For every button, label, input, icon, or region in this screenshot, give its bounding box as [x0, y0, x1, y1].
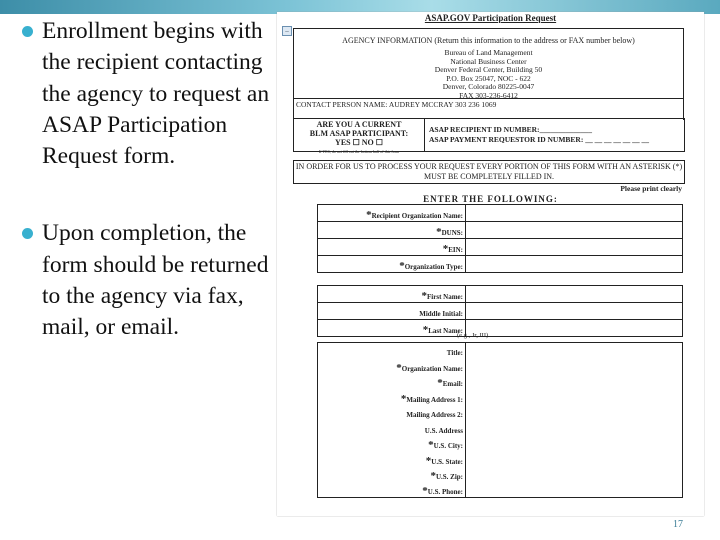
field-label-text: Middle Initial: [419, 310, 463, 318]
required-asterisk: * [437, 377, 443, 389]
contact-person: CONTACT PERSON NAME: AUDREY MCCRAY 303 236 1069 [293, 98, 684, 110]
instruction-box: IN ORDER FOR US TO PROCESS YOUR REQUEST EVERY PORTION OF THIS FORM WITH AN ASTERISK (*) MUST BE COMPLETELY FILLED IN. [293, 160, 685, 184]
address-line: FAX 303-236-6412 [459, 90, 518, 100]
required-asterisk: * [428, 439, 434, 451]
address-line: National Business Center [450, 56, 527, 66]
form-row [318, 482, 683, 498]
page-number: 17 [673, 519, 683, 530]
print-clearly-note: Please print clearly [620, 184, 682, 193]
required-asterisk: * [425, 454, 432, 467]
form-row [318, 389, 683, 405]
field-label-text: Mailing Address 2: [406, 411, 463, 419]
field-label [318, 436, 466, 452]
field-label [318, 256, 466, 273]
form-row [318, 436, 683, 452]
field-label [318, 343, 466, 359]
form-row [318, 405, 683, 421]
bullet-item [20, 218, 270, 343]
bullet-dot-icon [22, 26, 33, 37]
field-label-text: U.S. Phone: [427, 488, 463, 496]
field-label-text: Organization Name: [401, 364, 463, 373]
field-label-text: Email: [442, 380, 463, 388]
field-label-text: U.S. Address [424, 426, 463, 435]
required-asterisk: * [366, 209, 372, 221]
field-value-cell [466, 389, 683, 405]
field-label-text: EIN: [448, 246, 463, 254]
field-label-text: Organization Type: [404, 263, 463, 271]
field-value-cell [466, 482, 683, 498]
question-line: ARE YOU A CURRENT [316, 120, 402, 129]
bullet-list [20, 16, 270, 344]
field-value-cell [466, 256, 683, 273]
form-title: ASAP.GOV Participation Request [424, 13, 557, 23]
yes-no-checkboxes: YES ☐ NO ☐ [335, 138, 383, 147]
bullet-text: Enrollment begins with the recipient contacting the agency to request an ASAP Participation Request form. [42, 18, 270, 170]
collapse-icon: – [282, 26, 292, 36]
bullet-item [20, 16, 270, 172]
field-label [318, 222, 466, 239]
participant-question [294, 119, 425, 154]
form-row [318, 320, 683, 337]
contact-table [317, 342, 683, 498]
field-value-cell [466, 222, 683, 239]
form-row [318, 303, 683, 320]
field-label-text: Recipient Organization Name: [371, 212, 463, 220]
field-label-text: Mailing Address 1: [406, 395, 463, 404]
field-label [318, 467, 466, 483]
field-label-text: Title: [446, 349, 463, 357]
field-label-text: U.S. State: [431, 457, 463, 466]
required-asterisk: * [399, 260, 405, 272]
participant-note: If YES, do not fill out the bottom half of this form [318, 149, 400, 154]
form-row [318, 256, 683, 273]
field-value-cell [466, 286, 683, 303]
field-label [318, 420, 466, 436]
field-label [318, 303, 466, 320]
required-asterisk: * [442, 243, 449, 255]
name-table [317, 285, 683, 337]
field-label [318, 451, 466, 467]
form-row [318, 222, 683, 239]
required-asterisk: * [421, 290, 428, 302]
form-row [318, 205, 683, 222]
id-numbers [425, 119, 653, 151]
enter-following-heading: ENTER THE FOLLOWING: [423, 194, 558, 204]
field-value-cell [466, 405, 683, 421]
field-value-cell [466, 374, 683, 390]
address-line: Denver Federal Center, Building 50 [434, 65, 543, 75]
field-value-cell [466, 451, 683, 467]
form-row [318, 451, 683, 467]
field-label [318, 389, 466, 405]
field-label-text: Last Name: [428, 327, 463, 335]
address-line: Denver, Colorado 80225-0047 [442, 82, 535, 92]
suffix-hint: (e.g., Jr, III) [457, 332, 489, 339]
form-row [318, 467, 683, 483]
participation-request-form-image [277, 12, 704, 516]
form-row [318, 286, 683, 303]
field-label-text: First Name: [427, 293, 463, 301]
field-label [318, 358, 466, 374]
field-value-cell [466, 205, 683, 222]
field-value-cell [466, 358, 683, 374]
field-value-cell [466, 436, 683, 452]
field-value-cell [466, 420, 683, 436]
form-row [318, 239, 683, 256]
address-line: P.O. Box 25047, NOC - 622 [446, 73, 531, 83]
field-value-cell [466, 343, 683, 359]
participant-box [293, 118, 685, 152]
field-label-text: DUNS: [441, 229, 463, 237]
field-label [318, 374, 466, 390]
bullet-text: Upon completion, the form should be returned to the agency via fax, mail, or email. [42, 220, 269, 341]
question-line: BLM ASAP PARTICIPANT: [309, 129, 409, 138]
required-asterisk: * [422, 324, 429, 336]
required-asterisk: * [430, 470, 436, 482]
field-label-text: U.S. Zip: [435, 473, 463, 481]
form-row [318, 358, 683, 374]
address-line: Bureau of Land Management [444, 48, 533, 57]
recipient-table [317, 204, 683, 273]
agency-heading: AGENCY INFORMATION (Return this information to the address or FAX number below) [342, 36, 635, 45]
field-value-cell [466, 303, 683, 320]
recipient-id-field: ASAP RECIPIENT ID NUMBER:______________ [429, 125, 593, 134]
field-value-cell [466, 467, 683, 483]
field-label [318, 239, 466, 256]
field-label-text: U.S. City: [433, 442, 463, 450]
field-label [318, 205, 466, 222]
required-asterisk: * [396, 361, 402, 374]
field-value-cell [466, 239, 683, 256]
payment-id-field: ASAP PAYMENT REQUESTOR ID NUMBER: __ __ __ __ __ __ __ [429, 135, 649, 144]
field-label [318, 286, 466, 303]
field-label [318, 405, 466, 421]
field-value-cell [466, 320, 683, 337]
field-label [318, 320, 466, 337]
required-asterisk: * [422, 485, 428, 497]
required-asterisk: * [400, 392, 407, 405]
form-row [318, 343, 683, 359]
agency-address [294, 49, 683, 101]
form-row [318, 374, 683, 390]
field-label [318, 482, 466, 498]
required-asterisk: * [436, 226, 442, 238]
bullet-dot-icon [22, 228, 33, 239]
form-row [318, 420, 683, 436]
